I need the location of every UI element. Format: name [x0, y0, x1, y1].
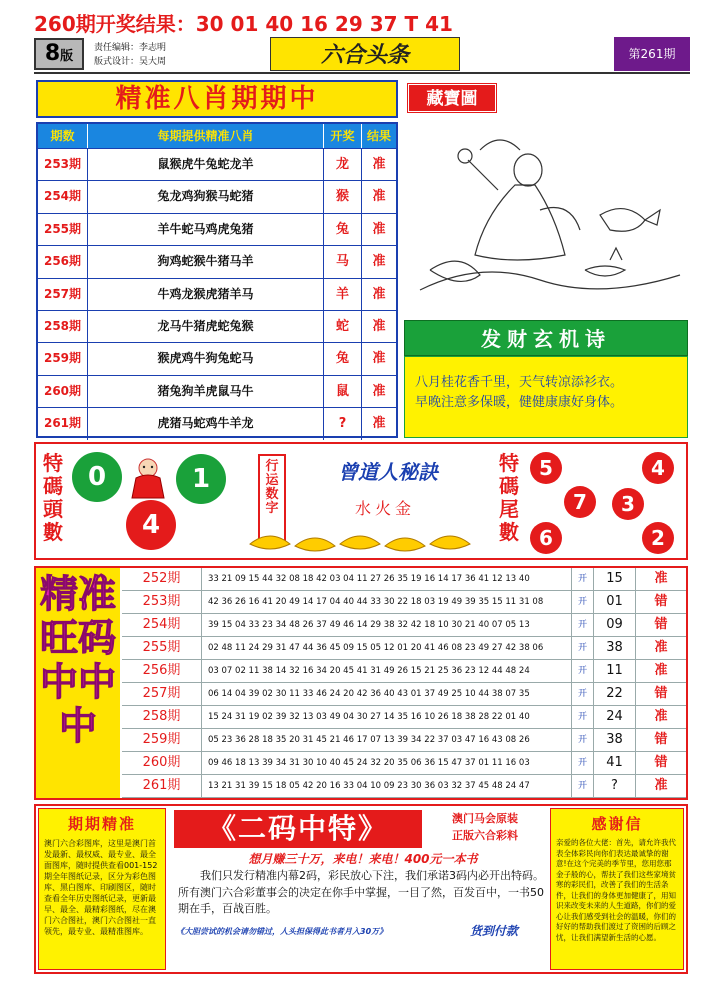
original-line: 澳门马会原装	[452, 812, 518, 825]
zodiac-cell: 羊牛蛇马鸡虎兔猪	[88, 214, 324, 245]
hot-numbers-title: 精准旺码中中中	[39, 572, 116, 748]
top-result-banner: 260期开奖结果：30 01 40 16 29 37 T 41	[34, 12, 453, 36]
result-cell: 准	[654, 709, 668, 724]
table-row	[38, 375, 396, 407]
draw-cell: 兔	[324, 214, 362, 245]
zodiac-cell: 龙马牛猪虎蛇兔猴	[88, 311, 324, 342]
table-row	[38, 180, 396, 212]
period-cell: 256期	[38, 246, 88, 277]
held-gourd	[458, 149, 472, 163]
head-ball: 1	[176, 454, 226, 504]
table-header	[38, 124, 396, 148]
fish-shape	[600, 209, 645, 232]
result-cell: 准	[654, 778, 668, 793]
result-cell: 错	[654, 732, 668, 747]
numbers-cell: 39 15 04 33 23 34 48 26 37 49 46 14 29 38 32 42 18 10 30 21 40 07 05 13	[202, 614, 572, 636]
zodiac-cell: 兔龙鸡狗猴马蛇猪	[88, 181, 324, 212]
accurate-panel	[38, 808, 166, 970]
thank-you-title: 感谢信	[591, 815, 643, 833]
result-cell: 准	[654, 571, 668, 586]
edition-badge	[34, 38, 84, 70]
result-cell: 准	[372, 286, 386, 302]
zodiac-cell: 鼠猴虎牛兔蛇龙羊	[88, 149, 324, 180]
col-header: 每期提供精准八肖	[88, 124, 324, 148]
hot-numbers-title-panel	[36, 568, 120, 798]
numbers-cell: 06 14 04 39 02 30 11 33 46 24 20 42 36 40 43 01 37 49 25 10 44 38 07 35	[202, 683, 572, 705]
eight-zodiac-title: 精准八肖期期中	[36, 80, 398, 118]
value-cell: ?	[594, 775, 636, 797]
table-row	[38, 245, 396, 277]
table-row	[122, 683, 686, 706]
result-cell: 错	[654, 755, 668, 770]
value-cell: 01	[594, 591, 636, 613]
zodiac-cell: 猴虎鸡牛狗兔蛇马	[88, 343, 324, 374]
table-row	[122, 591, 686, 614]
zodiac-cell: 虎猪马蛇鸡牛羊龙	[88, 408, 324, 439]
edition-number: 8	[44, 41, 61, 66]
open-cell: 开	[572, 706, 594, 728]
lucky-number-label: 行运数字	[258, 454, 286, 544]
table-row	[122, 752, 686, 775]
open-cell: 开	[572, 614, 594, 636]
draw-cell: 蛇	[324, 311, 362, 342]
numbers-cell: 15 24 31 19 02 39 32 13 03 49 04 30 27 14 35 16 10 26 18 38 28 22 01 40	[202, 706, 572, 728]
period-cell: 259期	[38, 343, 88, 374]
draw-cell: ?	[324, 408, 362, 439]
period-cell: 256期	[122, 660, 202, 682]
value-cell: 38	[594, 637, 636, 659]
head-ball: 0	[72, 452, 122, 502]
two-code-title: 《二码中特》	[174, 810, 422, 848]
draw-cell: 兔	[324, 343, 362, 374]
rock-shape	[430, 261, 480, 281]
figure-leg	[540, 208, 580, 231]
table-row	[38, 213, 396, 245]
result-cell: 准	[372, 189, 386, 205]
zodiac-cell: 牛鸡龙猴虎猪羊马	[88, 279, 324, 310]
col-header: 结果	[366, 129, 391, 143]
edition-unit: 版	[60, 49, 74, 64]
value-cell: 22	[594, 683, 636, 705]
result-cell: 错	[654, 594, 668, 609]
period-cell: 253期	[122, 591, 202, 613]
numbers-cell: 03 07 02 11 38 14 32 16 34 20 45 41 31 49 26 15 21 25 36 23 12 44 48 24	[202, 660, 572, 682]
result-cell: 准	[372, 157, 386, 172]
period-cell: 260期	[122, 752, 202, 774]
period-cell: 257期	[122, 683, 202, 705]
result-cell: 准	[654, 640, 668, 655]
secret-formula-title: 曾道人秘訣	[338, 460, 438, 484]
result-cell: 准	[372, 221, 386, 237]
result-cell: 准	[372, 383, 386, 399]
table-row	[122, 637, 686, 660]
value-cell: 15	[594, 568, 636, 590]
open-cell: 开	[572, 729, 594, 751]
table-row	[122, 729, 686, 752]
value-cell: 24	[594, 706, 636, 728]
treasure-map-title: 藏寶圖	[408, 84, 496, 112]
fortune-poem-body	[404, 356, 688, 438]
period-cell: 252期	[122, 568, 202, 590]
result-cell: 错	[654, 686, 668, 701]
tail-ball: 6	[530, 522, 562, 554]
result-cell: 准	[372, 254, 386, 270]
open-cell: 开	[572, 683, 594, 705]
col-header: 期数	[38, 124, 88, 148]
rooster-comb	[610, 248, 622, 260]
figure-head	[514, 154, 542, 186]
period-cell: 258期	[122, 706, 202, 728]
issue-number: 第261期	[614, 37, 690, 71]
header-divider	[34, 72, 690, 74]
period-cell: 255期	[122, 637, 202, 659]
figure-robe	[475, 185, 565, 260]
rooster-shape	[585, 266, 625, 276]
tail-ball: 2	[642, 522, 674, 554]
fortune-poem-title: 发财玄机诗	[404, 320, 688, 356]
numbers-cell: 09 46 18 13 39 34 31 30 10 40 45 24 32 20 35 06 36 15 47 37 01 11 16 03	[202, 752, 572, 774]
period-cell: 255期	[38, 214, 88, 245]
table-row	[122, 568, 686, 591]
table-row	[122, 660, 686, 683]
zodiac-cell: 狗鸡蛇猴牛猪马羊	[88, 246, 324, 277]
original-note	[424, 810, 546, 844]
period-cell: 257期	[38, 279, 88, 310]
poem-line: 早晚注意多保暖，健健康康好身体。	[415, 395, 624, 410]
open-cell: 开	[572, 775, 594, 797]
period-cell: 259期	[122, 729, 202, 751]
table-row	[38, 148, 396, 180]
hot-numbers-table	[122, 568, 686, 798]
draw-cell: 鼠	[324, 376, 362, 407]
period-cell: 254期	[122, 614, 202, 636]
open-cell: 开	[572, 752, 594, 774]
accurate-panel-title: 期期精准	[67, 815, 136, 833]
zodiac-cell: 猪兔狗羊虎鼠马牛	[88, 376, 324, 407]
numbers-cell: 05 23 36 28 18 35 20 31 45 21 46 17 07 13 39 34 22 37 03 47 16 43 08 26	[202, 729, 572, 751]
open-cell: 开	[572, 568, 594, 590]
period-cell: 258期	[38, 311, 88, 342]
numbers-cell: 42 36 26 16 41 20 49 14 17 04 40 44 33 30 22 18 03 19 49 39 35 15 11 31 08	[202, 591, 572, 613]
result-cell: 准	[654, 663, 668, 678]
table-row	[122, 706, 686, 729]
numbers-cell: 13 21 31 39 15 18 05 42 20 16 33 04 10 09 23 30 36 03 32 37 45 48 24 47	[202, 775, 572, 797]
period-cell: 254期	[38, 181, 88, 212]
tail-ball: 3	[612, 488, 644, 520]
result-cell: 错	[654, 617, 668, 632]
value-cell: 38	[594, 729, 636, 751]
result-cell: 准	[372, 416, 386, 432]
fine-print: 《大胆尝试的机会请勿错过，人头担保得此书者月入30万》	[176, 927, 388, 936]
table-row	[38, 310, 396, 342]
period-cell: 261期	[38, 408, 88, 439]
thank-you-text: 亲爱的各位大佬：首先，请允许我代表全体彩民向你们表达最诚挚的谢意!在这个完美的季节里，您用您那金子般的心，帮扶了我们这些家境贫寒的彩民们，改善了我们的生活条件，让我们的身体更加健康了，用知识来改变未来的人生道路，你们的爱心让我们感受到社会的温暖，你们的好好的帮助我们渡过了资困的后顾之忧，让我们满望新生活的心愿。	[556, 838, 676, 942]
numbers-cell: 02 48 11 24 29 31 47 44 36 45 09 15 05 12 01 20 41 46 08 23 49 27 42 38 06	[202, 637, 572, 659]
open-cell: 开	[572, 660, 594, 682]
head-ball: 4	[126, 500, 176, 550]
gold-ingots-row	[240, 524, 480, 556]
period-cell: 253期	[38, 149, 88, 180]
numbers-cell: 33 21 09 15 44 32 08 18 42 03 04 11 27 26 35 19 16 14 17 36 41 12 13 40	[202, 568, 572, 590]
thank-you-panel	[550, 808, 684, 970]
fish-tail	[645, 210, 660, 225]
tail-ball: 7	[564, 486, 596, 518]
draw-cell: 羊	[324, 279, 362, 310]
book-description	[178, 868, 548, 918]
tail-ball: 4	[642, 452, 674, 484]
treasure-map-illustration	[410, 120, 686, 310]
period-cell: 260期	[38, 376, 88, 407]
promo-line: 想月赚三十万，来电！来电！400元一本书	[248, 852, 478, 866]
special-tail-label: 特碼尾數	[499, 451, 519, 544]
figure-arm	[468, 160, 498, 190]
value-cell: 09	[594, 614, 636, 636]
col-header: 开奖	[324, 124, 362, 148]
hat-brim	[480, 140, 520, 150]
description-text: 我们只发行精准内幕2码，彩民放心下注，我们承诺3码内必开出特码。所有澳门六合彩董事会的决定在你手中掌握，一目了然，百发百中，一书50期在手，百战百胜。	[178, 869, 544, 915]
draw-cell: 龙	[324, 149, 362, 180]
value-cell: 11	[594, 660, 636, 682]
designer-credit: 版式设计：吴大周	[94, 57, 167, 67]
period-cell: 261期	[122, 775, 202, 797]
editor-credit: 责任编辑：李志明	[94, 43, 167, 53]
table-row	[122, 775, 686, 798]
draw-cell: 马	[324, 246, 362, 277]
result-cell: 准	[372, 351, 386, 367]
five-elements: 水火金	[354, 499, 415, 518]
table-row	[122, 614, 686, 637]
eight-zodiac-table	[36, 122, 398, 438]
draw-cell: 猴	[324, 181, 362, 212]
open-cell: 开	[572, 591, 594, 613]
tail-ball: 5	[530, 452, 562, 484]
cash-on-delivery-label: 货到付款	[470, 924, 519, 938]
value-cell: 41	[594, 752, 636, 774]
table-row	[38, 407, 396, 439]
lucky-child-illustration	[118, 456, 178, 502]
paper-name: 六合头条	[270, 37, 460, 71]
result-cell: 准	[372, 318, 386, 334]
special-head-label: 特碼頭數	[43, 451, 63, 544]
original-line: 正版六合彩料	[452, 829, 518, 842]
poem-line: 八月桂花香千里，天气转凉添衫衣。	[415, 375, 624, 390]
table-row	[38, 342, 396, 374]
table-row	[38, 278, 396, 310]
accurate-panel-text: 澳门六合彩图库，这里是澳门首发最新、最权威、最专业、最全面图库，随时提供查看001-152期全年图纸记录，区分为彩色图库、黑白图库、印刷图区，随时查看全年历史图纸记录，更新最早、最全、最精彩图纸，尽在澳门六合图社，澳门六合图社一直领先，最专业、最精准图库。	[44, 839, 158, 936]
open-cell: 开	[572, 637, 594, 659]
